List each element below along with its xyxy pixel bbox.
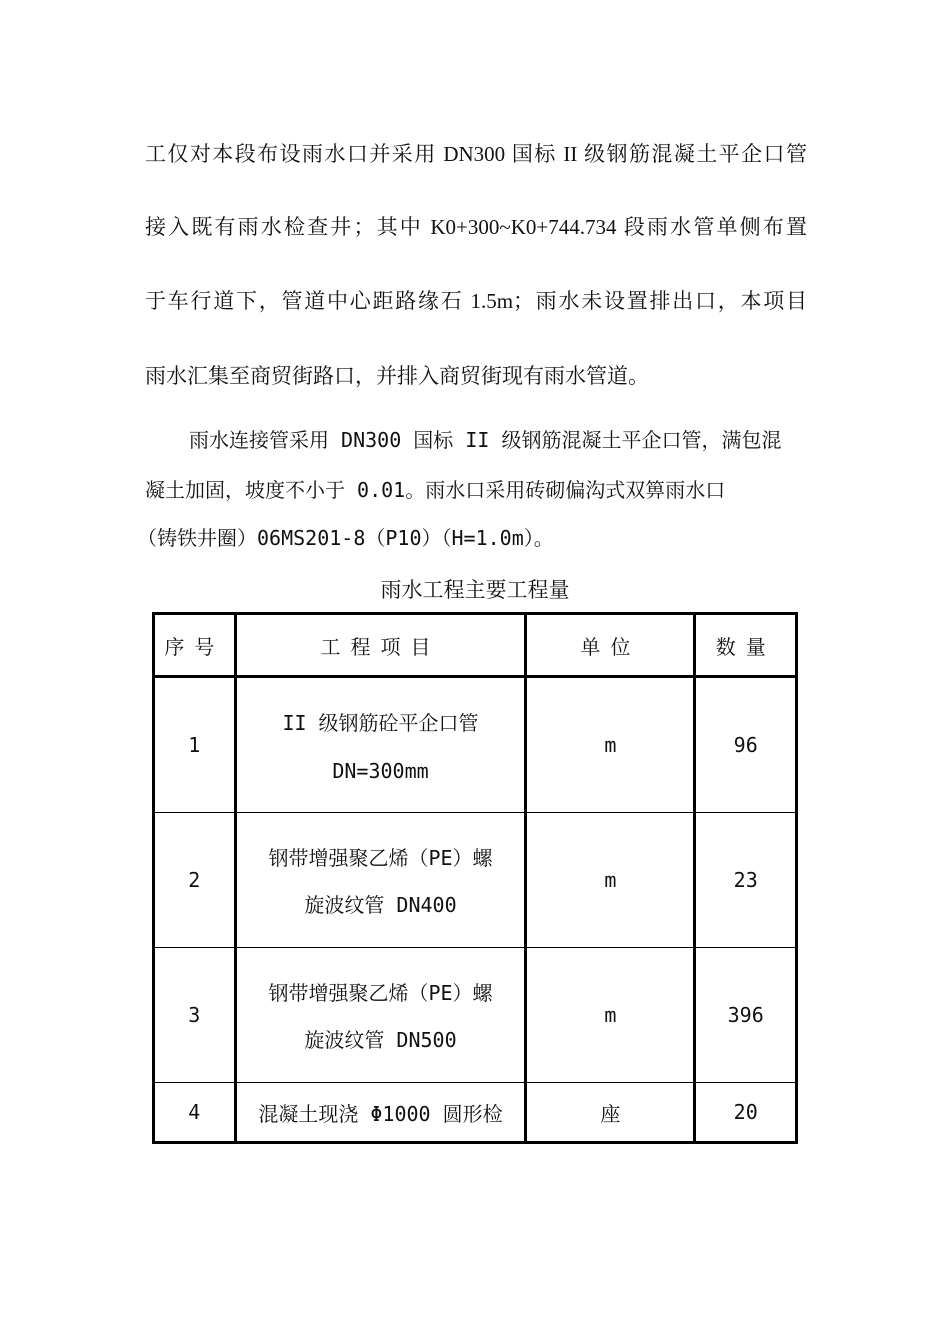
cell-item	[235, 948, 526, 1083]
cell-no: 4	[154, 1083, 236, 1143]
header-qty: 数量	[695, 614, 797, 677]
cell-qty: 96	[695, 677, 797, 813]
cell-qty: 23	[695, 813, 797, 948]
quantity-table	[152, 612, 798, 1144]
cell-item-line2: 旋波纹管 DN500	[304, 1028, 457, 1052]
cell-unit: m	[526, 948, 695, 1083]
paragraph1-line-3: 于车行道下，管道中心距路缘石 1.5m；雨水未设置排出口，本项目	[145, 289, 807, 313]
cell-qty: 396	[695, 948, 797, 1083]
cell-item-line1: 钢带增强聚乙烯（PE）螺	[268, 981, 493, 1005]
cell-no: 3	[154, 948, 236, 1083]
paragraph2-line-3: （铸铁井圈）06MS201-8（P10）（H=1.0m）。	[137, 526, 554, 550]
table-row	[154, 813, 797, 948]
cell-item-line2: 旋波纹管 DN400	[304, 893, 457, 917]
cell-item-line1: 钢带增强聚乙烯（PE）螺	[268, 846, 493, 870]
cell-item-line1: II 级钢筋砼平企口管	[282, 711, 479, 735]
cell-item	[235, 813, 526, 948]
cell-unit: m	[526, 813, 695, 948]
cell-item-line2: DN=300mm	[332, 759, 429, 783]
table-header-row	[154, 614, 797, 677]
cell-no: 2	[154, 813, 236, 948]
paragraph1-line-2: 接入既有雨水检查井；其中 K0+300~K0+744.734 段雨水管单侧布置	[145, 215, 807, 239]
table-row	[154, 1083, 797, 1143]
paragraph2-line-2: 凝土加固，坡度不小于 0.01。雨水口采用砖砌偏沟式双箅雨水口	[145, 478, 726, 502]
header-item: 工程项目	[235, 614, 526, 677]
cell-unit: 座	[526, 1083, 695, 1143]
table-row	[154, 948, 797, 1083]
cell-item	[235, 677, 526, 813]
cell-unit: m	[526, 677, 695, 813]
paragraph2-line-1: 雨水连接管采用 DN300 国标 II 级钢筋混凝土平企口管，满包混	[189, 428, 782, 452]
table-row	[154, 677, 797, 813]
header-unit: 单位	[526, 614, 695, 677]
header-no: 序号	[154, 614, 236, 677]
paragraph1-line-1: 工仅对本段布设雨水口并采用 DN300 国标 II 级钢筋混凝土平企口管	[145, 142, 807, 166]
cell-no: 1	[154, 677, 236, 813]
cell-qty: 20	[695, 1083, 797, 1143]
cell-item: 混凝土现浇 Φ1000 圆形检	[235, 1083, 526, 1143]
table-caption: 雨水工程主要工程量	[380, 578, 570, 602]
paragraph1-line-4: 雨水汇集至商贸街路口，并排入商贸街现有雨水管道。	[145, 364, 649, 388]
